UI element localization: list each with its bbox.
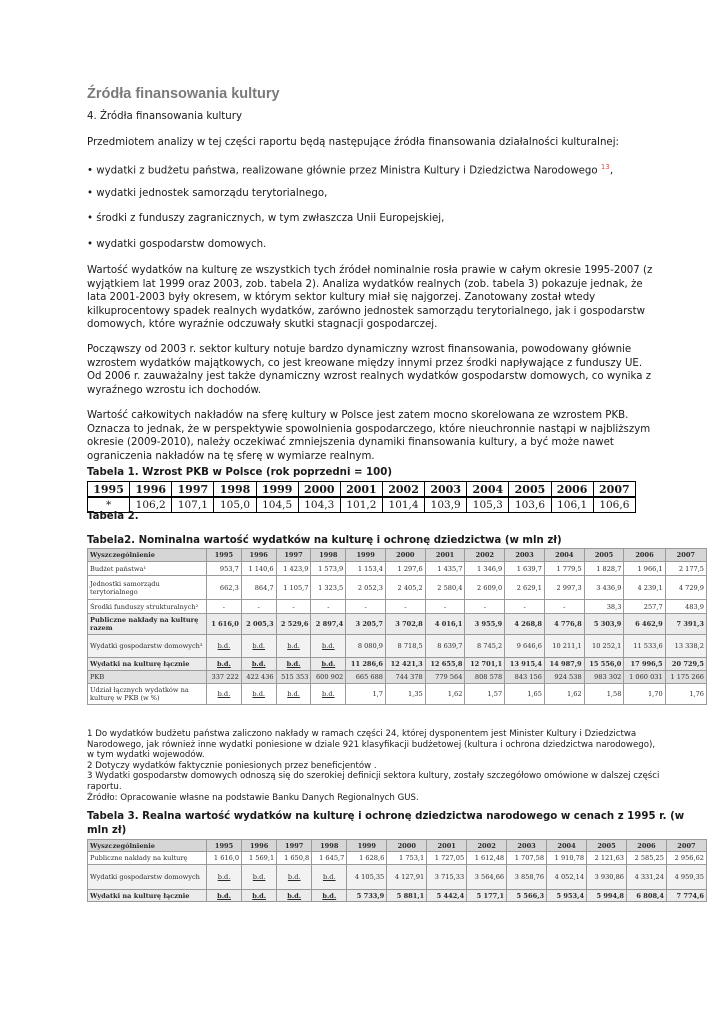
value-cell: 105,0 bbox=[214, 497, 256, 513]
value-cell: 106,1 bbox=[551, 497, 593, 513]
value-cell: 14 987,9 bbox=[544, 658, 584, 671]
year-cell: 1995 bbox=[88, 482, 130, 498]
value-cell: 1 140,6 bbox=[241, 562, 276, 576]
table-row bbox=[88, 684, 707, 705]
year-header: 2004 bbox=[544, 549, 584, 562]
value-cell: 5 953,4 bbox=[547, 890, 587, 902]
value-cell: 9 646,6 bbox=[505, 635, 545, 658]
value-cell: 600 902 bbox=[311, 671, 346, 684]
row-label: Publiczne nakłady na kulturę bbox=[88, 852, 207, 865]
value-cell: b.d. bbox=[207, 890, 242, 902]
year-header: 1995 bbox=[207, 549, 242, 562]
value-cell: 3 930,86 bbox=[587, 865, 627, 890]
intro-paragraph: Przedmiotem analizy w tej części raportu będą następujące źródła finansowania działalności kulturalnej: bbox=[87, 137, 619, 148]
year-header: 2007 bbox=[665, 549, 706, 562]
bullet-foreign-funds: • środki z funduszy zagranicznych, w tym zwłaszcza Unii Europejskiej, bbox=[87, 213, 445, 224]
paragraph-line: kilkuprocentowy spadek realnych wydatków, zarówno jednostek samorządu terytorialnego, jak i gospodarstw bbox=[87, 306, 645, 317]
value-cell: b.d. bbox=[207, 865, 242, 890]
year-header: 1995 bbox=[207, 840, 242, 852]
value-cell: 4 331,24 bbox=[626, 865, 666, 890]
section-title: 4. Źródła finansowania kultury bbox=[87, 111, 242, 122]
value-cell: 2 121,63 bbox=[587, 852, 627, 865]
value-cell: 5 442,4 bbox=[427, 890, 467, 902]
nominal-spending-table bbox=[87, 548, 707, 705]
value-cell: 1 753,1 bbox=[387, 852, 427, 865]
paragraph-line: Począwszy od 2003 r. sektor kultury notuje bardzo dynamiczny wzrost finansowania, powodowany głównie bbox=[87, 344, 632, 355]
row-label: Wydatki gospodarstw domowych bbox=[88, 865, 207, 890]
value-cell: - bbox=[505, 600, 545, 614]
value-cell: 1,62 bbox=[425, 684, 465, 705]
value-cell: 1 828,7 bbox=[584, 562, 624, 576]
table-row bbox=[88, 852, 707, 865]
year-header: 2005 bbox=[587, 840, 627, 852]
paragraph-line: Oznacza to jednak, że w perspektywie spowolnienia gospodarczego, które nieuchronnie nastąpi w najbliższym bbox=[87, 424, 651, 435]
value-cell: 1,65 bbox=[505, 684, 545, 705]
value-cell: - bbox=[465, 600, 505, 614]
value-cell: 2 956,62 bbox=[666, 852, 706, 865]
value-cell: - bbox=[241, 600, 276, 614]
year-header: 1997 bbox=[277, 840, 312, 852]
value-cell: b.d. bbox=[207, 658, 242, 671]
value-cell: 337 222 bbox=[207, 671, 242, 684]
value-cell: 106,2 bbox=[130, 497, 172, 513]
value-cell: 8 080,9 bbox=[346, 635, 386, 658]
value-cell: 1,70 bbox=[624, 684, 665, 705]
value-cell: - bbox=[425, 600, 465, 614]
value-cell: 5 177,1 bbox=[467, 890, 507, 902]
value-cell: - bbox=[276, 600, 311, 614]
value-cell: 1 297,6 bbox=[385, 562, 425, 576]
bullet-households: • wydatki gospodarstw domowych. bbox=[87, 239, 267, 250]
year-header: 1997 bbox=[276, 549, 311, 562]
value-cell: 1 727,05 bbox=[427, 852, 467, 865]
value-cell: 843 156 bbox=[505, 671, 545, 684]
paragraph-line: Wartość całkowitych nakładów na sferę kultury w Polsce jest zatem mocno skorelowana ze wzrostem PKB. bbox=[87, 410, 629, 421]
table-row bbox=[88, 671, 707, 684]
value-cell: 105,3 bbox=[467, 497, 509, 513]
year-header: 2000 bbox=[385, 549, 425, 562]
row-label: Wydatki na kulturę łącznie bbox=[88, 890, 207, 902]
footnote-line: Narodowego, jak również inne wydatki poniesione w dziale 921 klasyfikacji budżetowej (kultura i ochrona dziedzictwa narodowego), bbox=[87, 739, 656, 750]
value-cell: 4 729,9 bbox=[665, 576, 706, 600]
value-cell: 15 556,0 bbox=[584, 658, 624, 671]
year-cell: 2001 bbox=[340, 482, 382, 498]
value-cell: 483,9 bbox=[665, 600, 706, 614]
row-label: Budżet państwa¹ bbox=[88, 562, 207, 576]
value-cell: 1,7 bbox=[346, 684, 386, 705]
value-cell: b.d. bbox=[207, 684, 242, 705]
footnote-ref-13[interactable]: 13 bbox=[600, 163, 610, 171]
value-cell: 11 533,6 bbox=[624, 635, 665, 658]
value-cell: 4 776,8 bbox=[544, 614, 584, 635]
value-cell: 107,1 bbox=[172, 497, 214, 513]
year-header: 2006 bbox=[624, 549, 665, 562]
value-cell: 12 421,3 bbox=[385, 658, 425, 671]
footnote-line: w tym wydatki wojewodów. bbox=[87, 750, 205, 761]
value-cell: b.d. bbox=[311, 658, 346, 671]
year-header: 1998 bbox=[312, 840, 347, 852]
value-cell: 1 966,1 bbox=[624, 562, 665, 576]
value-cell: 11 286,6 bbox=[346, 658, 386, 671]
bullet-budget-text: • wydatki z budżetu państwa, realizowane głównie przez Ministra Kultury i Dziedzictwa Narodowego bbox=[87, 165, 598, 177]
value-cell: 422 436 bbox=[241, 671, 276, 684]
year-header: 2005 bbox=[584, 549, 624, 562]
value-cell: 103,9 bbox=[425, 497, 467, 513]
value-cell: 2 609,0 bbox=[465, 576, 505, 600]
year-header: 1996 bbox=[241, 549, 276, 562]
value-cell: 1 616,0 bbox=[207, 614, 242, 635]
value-cell: b.d. bbox=[276, 635, 311, 658]
table2-caption: Tabela2. Nominalna wartość wydatków na kulturę i ochronę dziedzictwa (w mln zł) bbox=[87, 535, 562, 546]
value-cell: 1 573,9 bbox=[311, 562, 346, 576]
year-header: 2001 bbox=[425, 549, 465, 562]
value-cell: b.d. bbox=[242, 865, 277, 890]
value-cell: 1 569,1 bbox=[242, 852, 277, 865]
value-cell: - bbox=[311, 600, 346, 614]
value-cell: 1 910,78 bbox=[547, 852, 587, 865]
year-cell: 2004 bbox=[467, 482, 509, 498]
table2-label: Tabela 2. bbox=[87, 511, 139, 522]
row-label: PKB bbox=[88, 671, 207, 684]
table-row bbox=[88, 890, 707, 902]
value-cell: 1 639,7 bbox=[505, 562, 545, 576]
paragraph-line: Od 2006 r. zauważalny jest także dynamiczny wzrost realnych wydatków gospodarstw domowych, co wynika z bbox=[87, 371, 652, 382]
value-cell: 1 346,9 bbox=[465, 562, 505, 576]
value-cell: 983 302 bbox=[584, 671, 624, 684]
value-cell: 13 338,2 bbox=[665, 635, 706, 658]
value-cell: 665 688 bbox=[346, 671, 386, 684]
value-cell: 1,62 bbox=[544, 684, 584, 705]
value-cell: 104,5 bbox=[256, 497, 298, 513]
year-header: 2002 bbox=[467, 840, 507, 852]
value-cell: 3 702,8 bbox=[385, 614, 425, 635]
value-cell: 1 153,4 bbox=[346, 562, 386, 576]
value-cell: 2 529,6 bbox=[276, 614, 311, 635]
value-cell: 3 564,66 bbox=[467, 865, 507, 890]
value-cell: 12 701,1 bbox=[465, 658, 505, 671]
value-cell: 257,7 bbox=[624, 600, 665, 614]
value-cell: b.d. bbox=[312, 865, 347, 890]
value-cell: b.d. bbox=[277, 890, 312, 902]
value-cell: b.d. bbox=[241, 684, 276, 705]
table-row bbox=[88, 865, 707, 890]
page-heading: Źródła finansowania kultury bbox=[87, 86, 280, 102]
year-header: 1999 bbox=[347, 840, 387, 852]
value-cell: 1 779,5 bbox=[544, 562, 584, 576]
table-row bbox=[88, 600, 707, 614]
year-cell: 1997 bbox=[172, 482, 214, 498]
year-header: 1996 bbox=[242, 840, 277, 852]
year-cell: 2003 bbox=[425, 482, 467, 498]
bullet-budget bbox=[87, 161, 613, 178]
value-cell: 3 955,9 bbox=[465, 614, 505, 635]
value-cell: 1 423,9 bbox=[276, 562, 311, 576]
row-label: Wydatki na kulturę łącznie bbox=[88, 658, 207, 671]
table-row bbox=[88, 658, 707, 671]
year-cell: 1999 bbox=[256, 482, 298, 498]
value-cell: 4 268,8 bbox=[505, 614, 545, 635]
value-cell: 1,35 bbox=[385, 684, 425, 705]
table1-caption: Tabela 1. Wzrost PKB w Polsce (rok poprzedni = 100) bbox=[87, 467, 392, 478]
paragraph-line: lata 2001-2003 były okresem, w którym sektor kultury miał się najgorzej. Zanotowany został wtedy bbox=[87, 292, 596, 303]
value-cell: 4 052,14 bbox=[547, 865, 587, 890]
year-header: 2002 bbox=[465, 549, 505, 562]
value-cell: 8 639,7 bbox=[425, 635, 465, 658]
table-header-row bbox=[88, 549, 707, 562]
value-cell: 1 645,7 bbox=[312, 852, 347, 865]
value-cell: 1 628,6 bbox=[347, 852, 387, 865]
value-cell: 1 616,0 bbox=[207, 852, 242, 865]
value-cell: 2 177,5 bbox=[665, 562, 706, 576]
paragraph-line: ograniczenia nakładów na tę sferę w wymiarze realnym. bbox=[87, 451, 375, 462]
value-cell: b.d. bbox=[311, 684, 346, 705]
value-cell: b.d. bbox=[242, 890, 277, 902]
paragraph-line: domowych, które wyraźnie odczuwały skutki stagnacji gospodarczej. bbox=[87, 319, 438, 330]
value-cell: b.d. bbox=[311, 635, 346, 658]
row-label: Wydatki gospodarstw domowych³ bbox=[88, 635, 207, 658]
column-header-label: Wyszczególnienie bbox=[88, 840, 207, 852]
year-header: 1999 bbox=[346, 549, 386, 562]
value-cell: 101,2 bbox=[340, 497, 382, 513]
value-cell: 1,57 bbox=[465, 684, 505, 705]
value-cell: 2 580,4 bbox=[425, 576, 465, 600]
value-cell: 1 060 031 bbox=[624, 671, 665, 684]
bullet-budget-tail: , bbox=[609, 165, 614, 177]
year-cell: 2002 bbox=[382, 482, 424, 498]
table-header-row bbox=[88, 840, 707, 852]
value-cell: 103,6 bbox=[509, 497, 551, 513]
value-cell: 953,7 bbox=[207, 562, 242, 576]
value-cell: b.d. bbox=[241, 658, 276, 671]
bullet-local-government: • wydatki jednostek samorządu terytorialnego, bbox=[87, 188, 328, 199]
value-cell: b.d. bbox=[276, 658, 311, 671]
value-cell: 1 650,8 bbox=[277, 852, 312, 865]
value-cell: b.d. bbox=[241, 635, 276, 658]
value-cell: 744 378 bbox=[385, 671, 425, 684]
value-cell: 5 733,9 bbox=[347, 890, 387, 902]
year-header: 2001 bbox=[427, 840, 467, 852]
year-header: 2003 bbox=[505, 549, 545, 562]
table3-caption-line1: Tabela 3. Realna wartość wydatków na kulturę i ochronę dziedzictwa narodowego w cenach z 1995 r. (w bbox=[87, 811, 685, 822]
value-cell: 4 127,91 bbox=[387, 865, 427, 890]
value-cell: 8 745,2 bbox=[465, 635, 505, 658]
value-cell: 4 959,35 bbox=[666, 865, 706, 890]
value-cell: 3 436,9 bbox=[584, 576, 624, 600]
value-cell: 2 897,4 bbox=[311, 614, 346, 635]
year-header: 2000 bbox=[387, 840, 427, 852]
value-cell: 6 808,4 bbox=[626, 890, 666, 902]
gdp-growth-table bbox=[87, 481, 636, 513]
paragraph-line: wyjątkiem lat 1999 oraz 2003, zob. tabela 2). Analiza wydatków realnych (zob. tabela 3) pokazuje jednak, że bbox=[87, 279, 643, 290]
value-cell: 808 578 bbox=[465, 671, 505, 684]
value-cell: - bbox=[207, 600, 242, 614]
row-label: Udział łącznych wydatków na kulturę w PKB (w %) bbox=[88, 684, 207, 705]
value-cell: 515 353 bbox=[276, 671, 311, 684]
footnote-line: raportu. bbox=[87, 782, 122, 792]
value-cell: 1,76 bbox=[665, 684, 706, 705]
value-cell: 3 858,76 bbox=[507, 865, 547, 890]
value-cell: 1 612,48 bbox=[467, 852, 507, 865]
value-cell: 12 655,8 bbox=[425, 658, 465, 671]
value-cell: 1 105,7 bbox=[276, 576, 311, 600]
value-cell: 7 774,6 bbox=[666, 890, 706, 902]
row-label: Publiczne nakłady na kulturę razem bbox=[88, 614, 207, 635]
value-cell: 7 391,3 bbox=[665, 614, 706, 635]
paragraph-line: wyraźnego wzrostu ich dochodów. bbox=[87, 385, 262, 396]
value-cell: - bbox=[346, 600, 386, 614]
year-cell: 1998 bbox=[214, 482, 256, 498]
value-cell: 1 707,58 bbox=[507, 852, 547, 865]
value-cell: 779 564 bbox=[425, 671, 465, 684]
real-spending-table bbox=[87, 839, 707, 902]
year-header: 2007 bbox=[666, 840, 706, 852]
value-cell: 5 994,8 bbox=[587, 890, 627, 902]
paragraph-line: wzrostem wydatków majątkowych, co jest kreowane między innymi przez środki napływające z funduszy UE. bbox=[87, 358, 643, 369]
table-row bbox=[88, 614, 707, 635]
footnote-line: 2 Dotyczy wydatków faktycznie poniesionych przez beneficjentów . bbox=[87, 760, 377, 771]
value-cell: 864,7 bbox=[241, 576, 276, 600]
value-cell: 104,3 bbox=[298, 497, 340, 513]
paragraph-line: okresie (2009-2010), należy oczekiwać zmniejszenia dynamiki finansowania kultury, a być może nawet bbox=[87, 437, 614, 448]
year-cell: 2006 bbox=[551, 482, 593, 498]
value-cell: 8 718,5 bbox=[385, 635, 425, 658]
footnote-line: Źródło: Opracowanie własne na podstawie Banku Danych Regionalnych GUS. bbox=[87, 792, 419, 803]
value-cell: 106,6 bbox=[593, 497, 635, 513]
column-header-label: Wyszczególnienie bbox=[88, 549, 207, 562]
year-header: 1998 bbox=[311, 549, 346, 562]
table-row bbox=[88, 497, 636, 513]
value-cell: 4 016,1 bbox=[425, 614, 465, 635]
value-cell: 10 211,1 bbox=[544, 635, 584, 658]
value-cell: 5 303,9 bbox=[584, 614, 624, 635]
value-cell: 2 997,3 bbox=[544, 576, 584, 600]
footnote-line: 3 Wydatki gospodarstw domowych odnoszą się do szerokiej definicji sektora kultury, zostały szczegółowo omówione w dalszej części bbox=[87, 771, 660, 782]
table-row bbox=[88, 562, 707, 576]
value-cell: * bbox=[88, 497, 130, 513]
value-cell: 2 405,2 bbox=[385, 576, 425, 600]
footnote-line: 1 Do wydatków budżetu państwa zaliczono nakłady w ramach części 24, której dysponentem jest Minister Kultury i Dziedzictwa bbox=[87, 729, 637, 739]
value-cell: 2 585,25 bbox=[626, 852, 666, 865]
table-row bbox=[88, 635, 707, 658]
value-cell: 2 629,1 bbox=[505, 576, 545, 600]
value-cell: 10 252,1 bbox=[584, 635, 624, 658]
value-cell: b.d. bbox=[207, 635, 242, 658]
year-cell: 1996 bbox=[130, 482, 172, 498]
year-header: 2004 bbox=[547, 840, 587, 852]
value-cell: 1 435,7 bbox=[425, 562, 465, 576]
row-label: Środki funduszy strukturalnych² bbox=[88, 600, 207, 614]
value-cell: 5 566,3 bbox=[507, 890, 547, 902]
value-cell: 1,58 bbox=[584, 684, 624, 705]
value-cell: b.d. bbox=[312, 890, 347, 902]
value-cell: - bbox=[544, 600, 584, 614]
year-header: 2006 bbox=[626, 840, 666, 852]
value-cell: 3 715,33 bbox=[427, 865, 467, 890]
value-cell: 1 323,5 bbox=[311, 576, 346, 600]
value-cell: 3 205,7 bbox=[346, 614, 386, 635]
value-cell: 2 005,3 bbox=[241, 614, 276, 635]
value-cell: 924 538 bbox=[544, 671, 584, 684]
value-cell: 5 881,1 bbox=[387, 890, 427, 902]
value-cell: 20 729,5 bbox=[665, 658, 706, 671]
value-cell: 6 462,9 bbox=[624, 614, 665, 635]
table-row bbox=[88, 576, 707, 600]
value-cell: 101,4 bbox=[382, 497, 424, 513]
paragraph-line: Wartość wydatków na kulturę ze wszystkich tych źródeł nominalnie rosła prawie w całym okresie 1995-2007 (z bbox=[87, 265, 653, 276]
value-cell: 17 996,5 bbox=[624, 658, 665, 671]
value-cell: 662,3 bbox=[207, 576, 242, 600]
value-cell: 4 239,1 bbox=[624, 576, 665, 600]
year-cell: 2007 bbox=[593, 482, 635, 498]
value-cell: b.d. bbox=[277, 865, 312, 890]
value-cell: b.d. bbox=[276, 684, 311, 705]
value-cell: 13 915,4 bbox=[505, 658, 545, 671]
table-header-row bbox=[88, 482, 636, 498]
year-cell: 2000 bbox=[298, 482, 340, 498]
row-label: Jednostki samorządu terytorialnego bbox=[88, 576, 207, 600]
year-cell: 2005 bbox=[509, 482, 551, 498]
value-cell: 1 175 266 bbox=[665, 671, 706, 684]
table3-caption-line2: mln zł) bbox=[87, 825, 127, 836]
value-cell: 4 105,35 bbox=[347, 865, 387, 890]
value-cell: - bbox=[385, 600, 425, 614]
value-cell: 38,3 bbox=[584, 600, 624, 614]
year-header: 2003 bbox=[507, 840, 547, 852]
value-cell: 2 052,3 bbox=[346, 576, 386, 600]
